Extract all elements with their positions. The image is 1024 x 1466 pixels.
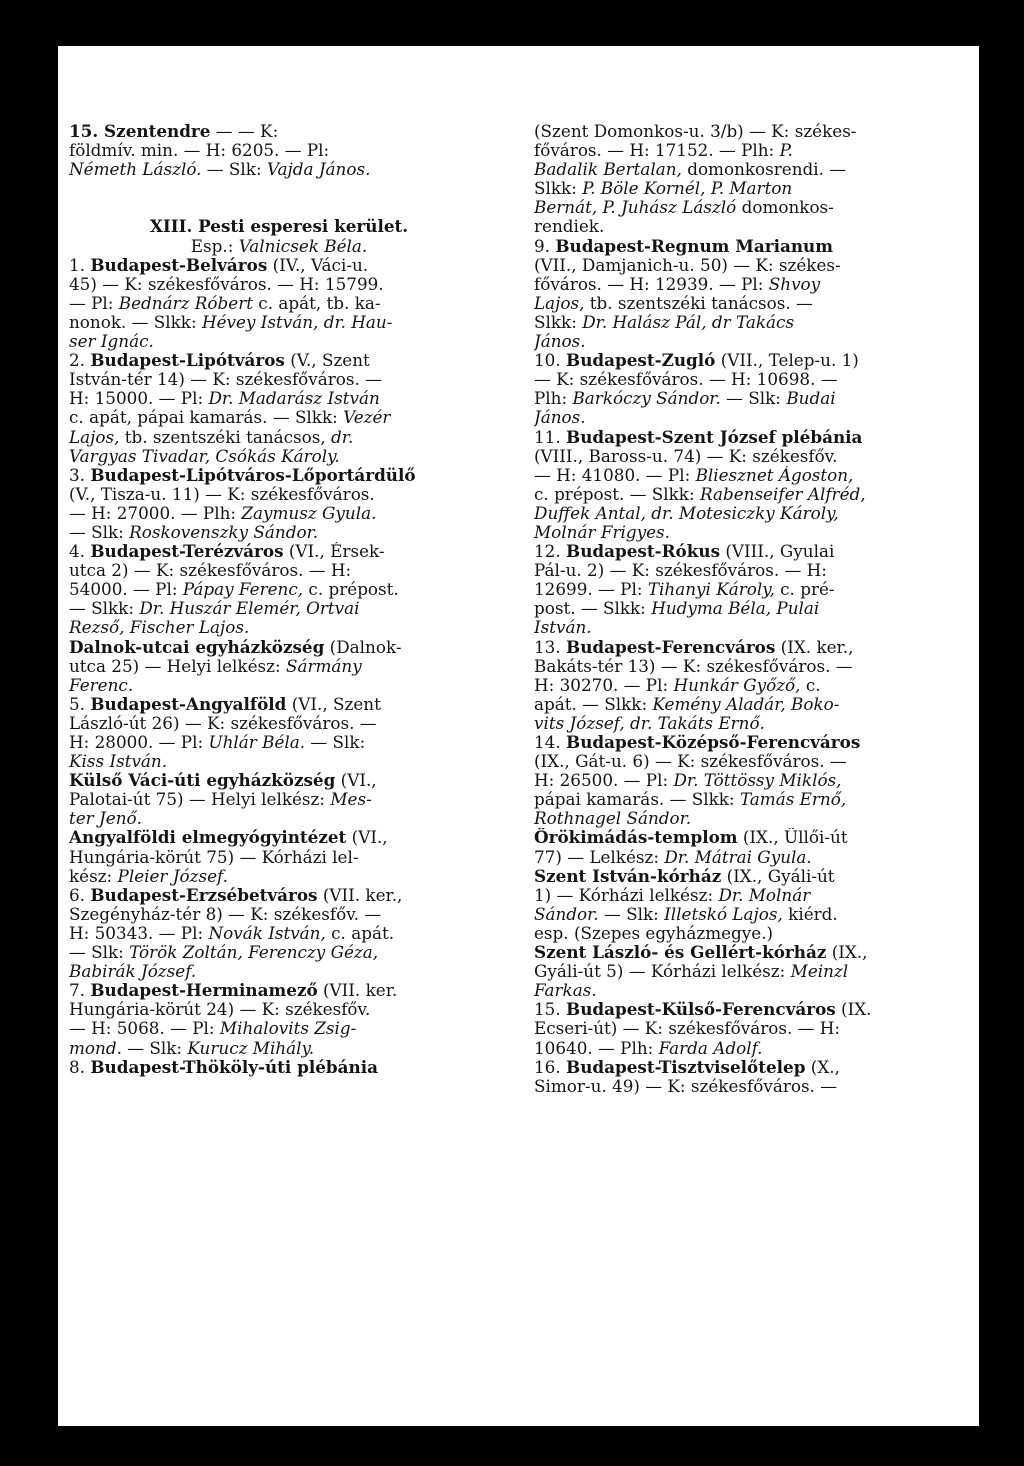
- name-text: Dr. Madarász István: [208, 389, 380, 409]
- name-text: Mihalovits Zsig-: [219, 1019, 357, 1039]
- text-line: [69, 981, 489, 1000]
- body-text: Bakáts-tér 13) — K: székesfőváros. —: [534, 656, 853, 676]
- text-line: [69, 599, 489, 618]
- text-line: [534, 962, 959, 981]
- heading-text: Budapest-Angyalföld: [90, 694, 287, 714]
- body-text: (VI., Szent: [286, 694, 381, 714]
- name-text: Farda Adolf.: [658, 1038, 763, 1058]
- text-line: [69, 905, 489, 924]
- text-line: [534, 428, 959, 447]
- heading-text: Budapest-Rókus: [566, 542, 721, 562]
- body-text: (VI., Érsek-: [283, 542, 385, 562]
- name-text: Barkóczy Sándor.: [572, 389, 721, 409]
- heading-text: Budapest-Belváros: [90, 255, 268, 275]
- heading-text: 15.: [69, 122, 105, 141]
- text-line: [534, 217, 959, 236]
- name-text: Kemény Aladár, Boko-: [652, 694, 840, 714]
- name-text: Bednárz Róbert: [118, 293, 253, 313]
- text-line: [534, 867, 959, 886]
- name-text: Dr. Halász Pál, dr Takács: [582, 312, 795, 332]
- name-text: Hévey István, dr. Hau-: [201, 312, 393, 332]
- body-text: Simor-u. 49) — K: székesfőváros. —: [534, 1076, 838, 1096]
- body-text: (IX. ker.,: [775, 637, 854, 657]
- text-line: [534, 485, 959, 504]
- body-text: (Szent Domonkos-u. 3/b) — K: székes-: [534, 122, 857, 141]
- text-line: [534, 1077, 959, 1096]
- body-text: — Slk:: [121, 1038, 188, 1058]
- body-text: (V., Tisza-u. 11) — K: székesfőváros.: [69, 484, 375, 504]
- text-line: [69, 332, 489, 351]
- body-text: Hungária-körút 75) — Kórházi lel-: [69, 847, 359, 867]
- body-text: kész:: [69, 866, 118, 886]
- text-line: [534, 141, 959, 160]
- name-text: Pleier József.: [117, 866, 228, 886]
- name-text: Rothnagel Sándor.: [534, 809, 692, 829]
- text-line: [534, 714, 959, 733]
- text-line: [534, 542, 959, 561]
- body-text: Esp.:: [190, 236, 239, 256]
- name-text: Rezső, Fischer Lajos.: [69, 618, 250, 638]
- body-text: (IX.,: [826, 943, 868, 963]
- heading-text: Budapest-Tisztviselőtelep: [566, 1057, 806, 1077]
- name-text: Sármány: [285, 656, 362, 676]
- body-text: 3.: [69, 465, 91, 485]
- name-text: mond.: [69, 1038, 122, 1058]
- body-text: 12699. — Pl:: [534, 580, 648, 600]
- name-text: Dr. Töttössy Miklós,: [673, 771, 842, 791]
- heading-text: Budapest-Regnum Marianum: [555, 236, 833, 256]
- body-text: (Dalnok-: [324, 637, 402, 657]
- text-line: [534, 905, 959, 924]
- text-line: [534, 943, 959, 962]
- body-text: főváros. — H: 12939. — Pl:: [534, 274, 769, 294]
- text-line: [534, 561, 959, 580]
- text-line: [69, 771, 489, 790]
- text-line: [69, 237, 489, 256]
- text-line: [534, 618, 959, 637]
- body-text: domonkosrendi. —: [681, 160, 847, 180]
- name-text: vits József, dr. Takáts Ernő.: [534, 713, 765, 733]
- text-line: [534, 1019, 959, 1038]
- name-text: Roskovenszky Sándor.: [129, 522, 319, 542]
- body-text: 5.: [69, 694, 91, 714]
- body-text: földmív. min. — H: 6205. — Pl:: [69, 141, 330, 161]
- body-text: 45) — K: székesfőváros. — H: 15799.: [69, 274, 384, 294]
- left-column: [69, 122, 489, 1077]
- body-text: (IV., Váci-u.: [267, 255, 369, 275]
- body-text: (IX.: [835, 1000, 872, 1020]
- heading-text: Budapest-Terézváros: [90, 542, 284, 562]
- name-text: Tamás Ernő,: [739, 790, 847, 810]
- text-line: [69, 695, 489, 714]
- body-text: — Slk:: [201, 160, 267, 180]
- name-text: Pápay Ferenc,: [182, 580, 304, 600]
- text-line: [69, 580, 489, 599]
- body-text: 1.: [69, 255, 91, 275]
- text-line: [534, 1000, 959, 1019]
- body-text: 1) — Kórházi lelkész:: [534, 885, 719, 905]
- body-text: 11.: [534, 427, 567, 447]
- text-line: [69, 657, 489, 676]
- body-text: — H: 27000. — Plh:: [69, 503, 242, 523]
- body-text: kiérd.: [782, 904, 838, 924]
- text-line: [534, 370, 959, 389]
- body-text: Hungária-körút 24) — K: székesfőv.: [69, 1000, 371, 1020]
- heading-text: Budapest-Erzsébetváros: [90, 885, 318, 905]
- text-line: [69, 561, 489, 580]
- body-text: utca 2) — K: székesfőváros. — H:: [69, 561, 352, 581]
- body-text: Szegényház-tér 8) — K: székesfőv. —: [69, 904, 382, 924]
- name-text: Ferenc.: [69, 675, 134, 695]
- text-line: [69, 638, 489, 657]
- body-text: c. pré-: [774, 580, 835, 600]
- body-text: 54000. — Pl:: [69, 580, 183, 600]
- line-spacer: [69, 179, 489, 217]
- text-line: [69, 886, 489, 905]
- name-text: dr.: [331, 427, 354, 447]
- text-line: [69, 504, 489, 523]
- text-line: [69, 428, 489, 447]
- name-text: Molnár Frigyes.: [534, 522, 670, 542]
- name-text: Sándor.: [534, 904, 599, 924]
- heading-text: Budapest-Középső-Ferencváros: [566, 733, 861, 752]
- text-line: [69, 924, 489, 943]
- name-text: Dr. Molnár: [718, 885, 811, 905]
- text-line: [69, 408, 489, 427]
- name-text: Hunkár Győző,: [673, 675, 801, 695]
- name-text: István.: [534, 618, 592, 638]
- body-text: H: 28000. — Pl:: [69, 733, 209, 752]
- text-line: [534, 332, 959, 351]
- body-text: c. prépost.: [303, 580, 399, 600]
- heading-text: Budapest-Zugló: [566, 351, 716, 371]
- body-text: — Slk:: [69, 522, 130, 542]
- text-line: [69, 848, 489, 867]
- text-line: [534, 523, 959, 542]
- body-text: c.: [800, 675, 821, 695]
- text-line: [69, 943, 489, 962]
- text-line: [69, 676, 489, 695]
- text-line: [534, 179, 959, 198]
- body-text: — K: székesfőváros. — H: 10698. —: [534, 370, 838, 390]
- text-line: [534, 198, 959, 217]
- text-line: [69, 962, 489, 981]
- body-text: (VII., Damjanich-u. 50) — K: székes-: [534, 255, 841, 275]
- body-text: István-tér 14) — K: székesfőváros. —: [69, 370, 382, 390]
- text-line: [534, 580, 959, 599]
- text-line: [69, 160, 489, 179]
- heading-text: Budapest-Külső-Ferencváros: [566, 1000, 836, 1020]
- heading-text: Budapest-Szent József plébánia: [566, 427, 863, 447]
- body-text: c. apát, tb. ka-: [252, 293, 381, 313]
- name-text: Illetskó Lajos,: [664, 904, 783, 924]
- body-text: tb. szentszéki tanácsos. —: [584, 293, 813, 313]
- text-line: [534, 809, 959, 828]
- name-text: Valnicsek Béla.: [238, 236, 368, 256]
- body-text: 8.: [69, 1057, 91, 1077]
- text-line: [534, 981, 959, 1000]
- name-text: Uhlár Béla.: [208, 733, 306, 752]
- body-text: 12.: [534, 542, 567, 562]
- text-line: [69, 1058, 489, 1077]
- name-text: Dr. Huszár Elemér, Ortvai: [139, 599, 360, 619]
- text-line: [534, 924, 959, 943]
- text-line: [534, 275, 959, 294]
- body-text: (V., Szent: [284, 351, 370, 371]
- body-text: (IX., Üllői-út: [737, 828, 848, 848]
- body-text: 6.: [69, 885, 91, 905]
- name-text: Rabenseifer Alfréd,: [699, 484, 866, 504]
- heading-text: Budapest-Thököly-úti plébánia: [90, 1057, 378, 1077]
- body-text: 10.: [534, 351, 567, 371]
- heading-text: Külső Váci-úti egyházközség: [69, 771, 336, 791]
- text-line: [534, 256, 959, 275]
- text-line: [534, 695, 959, 714]
- body-text: (VI.,: [346, 828, 388, 848]
- body-text: 15.: [534, 1000, 567, 1020]
- body-text: — Slkk:: [69, 599, 140, 619]
- body-text: (VIII., Baross-u. 74) — K: székesfőv.: [534, 446, 838, 466]
- name-text: Vajda János.: [266, 160, 371, 180]
- name-text: Török Zoltán, Ferenczy Géza,: [129, 943, 379, 963]
- text-line: [534, 848, 959, 867]
- text-line: [534, 313, 959, 332]
- body-text: Gyáli-út 5) — Kórházi lelkész:: [534, 962, 791, 982]
- text-line: [69, 217, 489, 236]
- text-line: [534, 790, 959, 809]
- name-text: Bliesznet Ágoston,: [695, 465, 854, 485]
- body-text: (X.,: [805, 1057, 840, 1077]
- body-text: H: 30270. — Pl:: [534, 675, 674, 695]
- body-text: — Pl:: [69, 293, 119, 313]
- text-line: [69, 733, 489, 752]
- name-text: ter Jenő.: [69, 809, 142, 829]
- text-line: [69, 447, 489, 466]
- body-text: 14.: [534, 733, 567, 752]
- text-line: [69, 485, 489, 504]
- heading-text: Budapest-Lipótváros-Lőportárdülő: [90, 465, 416, 485]
- body-text: 16.: [534, 1057, 567, 1077]
- body-text: 9.: [534, 236, 556, 256]
- name-text: Mes-: [330, 790, 372, 810]
- body-text: 10640. — Plh:: [534, 1038, 659, 1058]
- name-text: Lajos,: [534, 293, 585, 313]
- body-text: utca 25) — Helyi lelkész:: [69, 656, 286, 676]
- body-text: Palotai-út 75) — Helyi lelkész:: [69, 790, 331, 810]
- text-line: [69, 1019, 489, 1038]
- heading-text: Budapest-Herminamező: [90, 981, 318, 1001]
- name-text: Zaymusz Gyula.: [241, 503, 377, 523]
- body-text: — H: 41080. — Pl:: [534, 465, 696, 485]
- text-line: [534, 828, 959, 847]
- body-text: (VI.,: [335, 771, 377, 791]
- name-text: Meinzl: [790, 962, 849, 982]
- text-line: [69, 809, 489, 828]
- body-text: — Slk:: [720, 389, 787, 409]
- text-line: [69, 867, 489, 886]
- heading-text: XIII. Pesti esperesi kerület.: [149, 217, 409, 237]
- body-text: — Slk:: [598, 904, 665, 924]
- body-text: c. apát.: [325, 923, 395, 943]
- text-line: [534, 408, 959, 427]
- text-line: [534, 599, 959, 618]
- name-text: Novák István,: [208, 923, 326, 943]
- body-text: 13.: [534, 637, 567, 657]
- text-line: [534, 447, 959, 466]
- heading-text: Dalnok-utcai egyházközség: [69, 637, 325, 657]
- name-text: Duffek Antal, dr. Motesiczky Károly,: [534, 503, 839, 523]
- right-column: [534, 122, 959, 1096]
- heading-text: Szentendre: [104, 122, 211, 141]
- text-line: [534, 389, 959, 408]
- name-text: Vezér: [343, 408, 391, 428]
- text-line: [534, 1039, 959, 1058]
- body-text: post. — Slkk:: [534, 599, 652, 619]
- body-text: nonok. — Slkk:: [69, 312, 202, 332]
- body-text: Pál-u. 2) — K: székesfőváros. — H:: [534, 561, 827, 581]
- text-line: [534, 771, 959, 790]
- name-text: Hudyma Béla, Pulai: [651, 599, 820, 619]
- name-text: Tihanyi Károly,: [647, 580, 775, 600]
- text-line: [69, 294, 489, 313]
- body-text: (VII., Telep-u. 1): [715, 351, 859, 371]
- name-text: Babirák József.: [69, 962, 197, 982]
- text-line: [69, 466, 489, 485]
- body-text: 7.: [69, 981, 91, 1001]
- text-line: [69, 752, 489, 771]
- heading-text: Szent László- és Gellért-kórház: [534, 943, 827, 963]
- heading-text: Örökimádás-templom: [534, 828, 738, 848]
- body-text: — Slk:: [305, 733, 366, 752]
- text-line: [534, 160, 959, 179]
- text-line: [69, 141, 489, 160]
- body-text: (IX., Gyáli-út: [721, 866, 835, 886]
- name-text: János.: [534, 408, 586, 428]
- body-text: (VII. ker.: [317, 981, 398, 1001]
- body-text: apát. — Slkk:: [534, 694, 653, 714]
- heading-text: Budapest-Lipótváros: [90, 351, 285, 371]
- body-text: Slkk:: [534, 179, 583, 199]
- text-line: [69, 351, 489, 370]
- body-text: Slkk:: [534, 312, 583, 332]
- text-line: [534, 466, 959, 485]
- body-text: — Slk:: [69, 943, 130, 963]
- text-line: [69, 790, 489, 809]
- heading-text: Szent István-kórház: [534, 866, 722, 886]
- text-line: [534, 122, 959, 141]
- text-line: [534, 237, 959, 256]
- body-text: 2.: [69, 351, 91, 371]
- name-text: Dr. Mátrai Gyula.: [664, 847, 812, 867]
- body-text: — H: 5068. — Pl:: [69, 1019, 220, 1039]
- body-text: domonkos-: [736, 198, 834, 218]
- text-line: [69, 523, 489, 542]
- name-text: ser Ignác.: [69, 332, 154, 352]
- text-line: [69, 542, 489, 561]
- heading-text: Angyalföldi elmegyógyintézet: [69, 828, 347, 848]
- text-line: [69, 370, 489, 389]
- text-line: [534, 676, 959, 695]
- text-line: [534, 886, 959, 905]
- text-line: [69, 828, 489, 847]
- text-line: [69, 714, 489, 733]
- text-line: [534, 752, 959, 771]
- name-text: Németh László.: [69, 160, 202, 180]
- heading-text: Budapest-Ferencváros: [566, 637, 776, 657]
- body-text: Ecseri-út) — K: székesfőváros. — H:: [534, 1019, 841, 1039]
- body-text: 4.: [69, 542, 91, 562]
- name-text: Shvoy: [768, 274, 821, 294]
- body-text: (VIII., Gyulai: [720, 542, 835, 562]
- body-text: H: 50343. — Pl:: [69, 923, 209, 943]
- body-text: (IX., Gát-u. 6) — K: székesfőváros. —: [534, 752, 847, 772]
- text-line: [534, 351, 959, 370]
- body-text: H: 15000. — Pl:: [69, 389, 209, 409]
- text-line: [69, 1039, 489, 1058]
- body-text: esp. (Szepes egyházmegye.): [534, 923, 774, 943]
- text-line: [69, 313, 489, 332]
- name-text: Bernát, P. Juhász László: [534, 198, 737, 218]
- text-line: [69, 122, 489, 141]
- body-text: pápai kamarás. — Slkk:: [534, 790, 740, 810]
- name-text: P.: [779, 141, 793, 161]
- text-line: [534, 733, 959, 752]
- body-text: Plh:: [534, 389, 573, 409]
- name-text: Farkas.: [534, 981, 597, 1001]
- name-text: Kurucz Mihály.: [187, 1038, 315, 1058]
- text-line: [69, 1000, 489, 1019]
- text-line: [69, 618, 489, 637]
- text-line: [534, 504, 959, 523]
- body-text: rendiek.: [534, 217, 605, 237]
- body-text: H: 26500. — Pl:: [534, 771, 674, 791]
- body-text: c. prépost. — Slkk:: [534, 484, 700, 504]
- body-text: főváros. — H: 17152. — Plh:: [534, 141, 780, 161]
- text-line: [534, 638, 959, 657]
- name-text: P. Böle Kornél, P. Marton: [582, 179, 793, 199]
- body-text: c. apát, pápai kamarás. — Slkk:: [69, 408, 344, 428]
- name-text: Kiss István.: [69, 752, 168, 772]
- name-text: Budai: [786, 389, 836, 409]
- text-line: [69, 275, 489, 294]
- body-text: 77) — Lelkész:: [534, 847, 665, 867]
- text-line: [69, 389, 489, 408]
- body-text: tb. szentszéki tanácsos,: [119, 427, 332, 447]
- text-line: [534, 1058, 959, 1077]
- name-text: Badalik Bertalan,: [534, 160, 682, 180]
- text-line: [69, 256, 489, 275]
- name-text: Lajos,: [69, 427, 120, 447]
- body-text: — — K:: [210, 122, 279, 141]
- body-text: (VII. ker.,: [317, 885, 403, 905]
- body-text: László-út 26) — K: székesfőváros. —: [69, 713, 377, 733]
- document-page: [58, 46, 979, 1426]
- text-line: [534, 657, 959, 676]
- text-line: [534, 294, 959, 313]
- name-text: Vargyas Tivadar, Csókás Károly.: [69, 446, 340, 466]
- name-text: János.: [534, 332, 586, 352]
